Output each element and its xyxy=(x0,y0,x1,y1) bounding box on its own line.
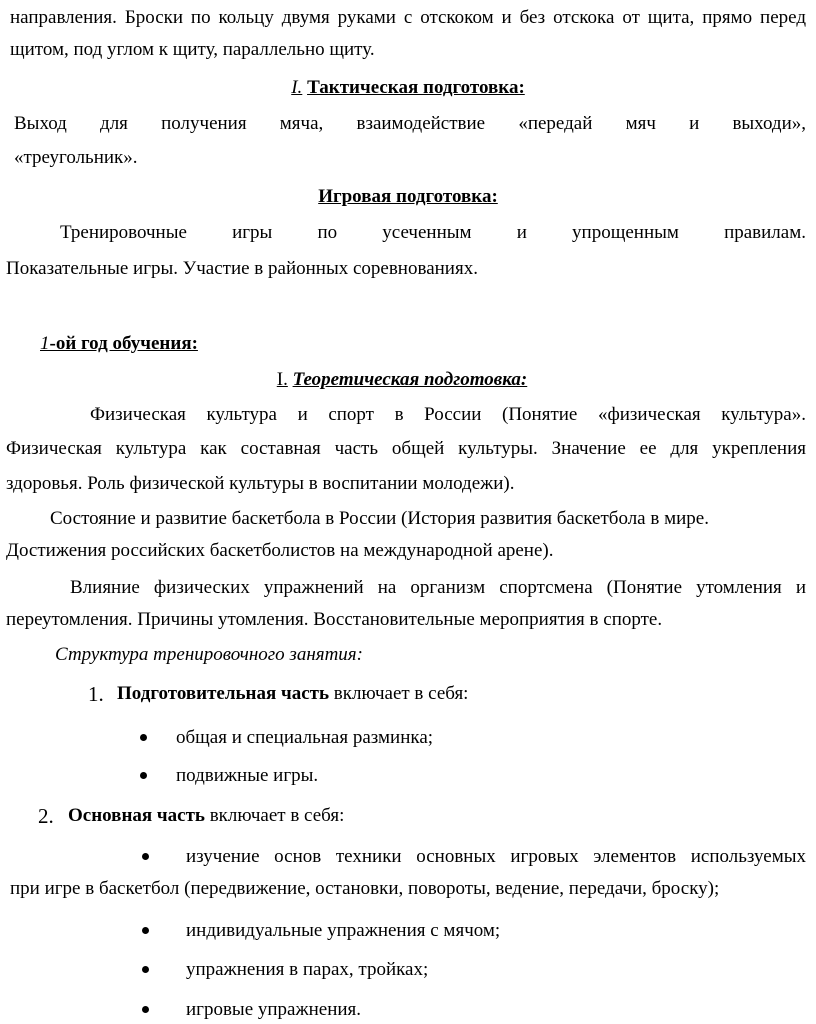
list-item: индивидуальные упражнения с мячом; xyxy=(186,920,501,941)
paragraph-line: щитом, под углом к щиту, параллельно щиту. xyxy=(10,39,375,60)
list-number: 2. xyxy=(38,804,54,828)
paragraph-line: здоровья. Роль физической культуры в воспитании молодежи). xyxy=(6,473,515,494)
bullet-icon xyxy=(140,734,147,741)
paragraph-line: переутомления. Причины утомления. Восстановительные мероприятия в спорте. xyxy=(6,609,663,630)
part-title: Основная часть xyxy=(68,805,205,826)
heading-number: I. xyxy=(276,369,288,390)
list-item-continuation: при игре в баскетбол (передвижение, остановки, повороты, ведение, передачи, броску); xyxy=(10,878,720,899)
paragraph-line: Тренировочные игры по усеченным и упрощенным правилам. xyxy=(60,222,806,243)
paragraph-line: Показательные игры. Участие в районных соревнованиях. xyxy=(6,258,478,279)
paragraph-line: Достижения российских баскетболистов на международной арене). xyxy=(6,540,554,561)
section-heading-theory xyxy=(0,369,810,391)
list-item: изучение основ техники основных игровых элементов используемых xyxy=(186,846,806,867)
bullet-icon xyxy=(140,772,147,779)
paragraph-line: Физическая культура как составная часть общей культуры. Значение ее для укрепления xyxy=(6,438,806,459)
list-number: 1. xyxy=(88,682,104,706)
bullet-icon xyxy=(142,927,149,934)
heading-title: Теоретическая подготовка: xyxy=(292,369,528,390)
paragraph-line: «треугольник». xyxy=(14,147,138,168)
paragraph-line: Состояние и развитие баскетбола в России (История развития баскетбола в мире. xyxy=(50,508,709,529)
heading-number: I. xyxy=(291,77,303,98)
structure-title: Структура тренировочного занятия: xyxy=(55,644,363,665)
section-heading-game: Игровая подготовка: xyxy=(318,186,498,207)
bullet-icon xyxy=(142,966,149,973)
year-heading xyxy=(40,333,198,355)
part-rest: включает в себя: xyxy=(204,805,345,826)
list-item: игровые упражнения. xyxy=(186,999,362,1020)
year-number: 1 xyxy=(40,333,50,354)
bullet-icon xyxy=(142,853,149,860)
paragraph-line: направления. Броски по кольцу двумя руками с отскоком и без отскока от щита, прямо перед xyxy=(10,7,806,28)
list-item: общая и специальная разминка; xyxy=(176,727,434,748)
list-item-part1 xyxy=(117,683,468,705)
heading-title: Тактическая подготовка: xyxy=(307,77,525,98)
section-heading-tactical xyxy=(0,77,816,99)
list-item-part2 xyxy=(68,805,344,827)
list-item: упражнения в парах, тройках; xyxy=(186,959,429,980)
paragraph-line: Влияние физических упражнений на организм спортсмена (Понятие утомления и xyxy=(70,577,806,598)
paragraph-line: Выход для получения мяча, взаимодействие «передай мяч и выходи», xyxy=(14,113,806,134)
list-item: подвижные игры. xyxy=(176,765,319,786)
bullet-icon xyxy=(142,1006,149,1013)
part-title: Подготовительная часть xyxy=(117,683,330,704)
year-title: -ой год обучения: xyxy=(49,333,198,354)
paragraph-line: Физическая культура и спорт в России (Понятие «физическая культура». xyxy=(90,404,806,425)
part-rest: включает в себя: xyxy=(329,683,469,704)
